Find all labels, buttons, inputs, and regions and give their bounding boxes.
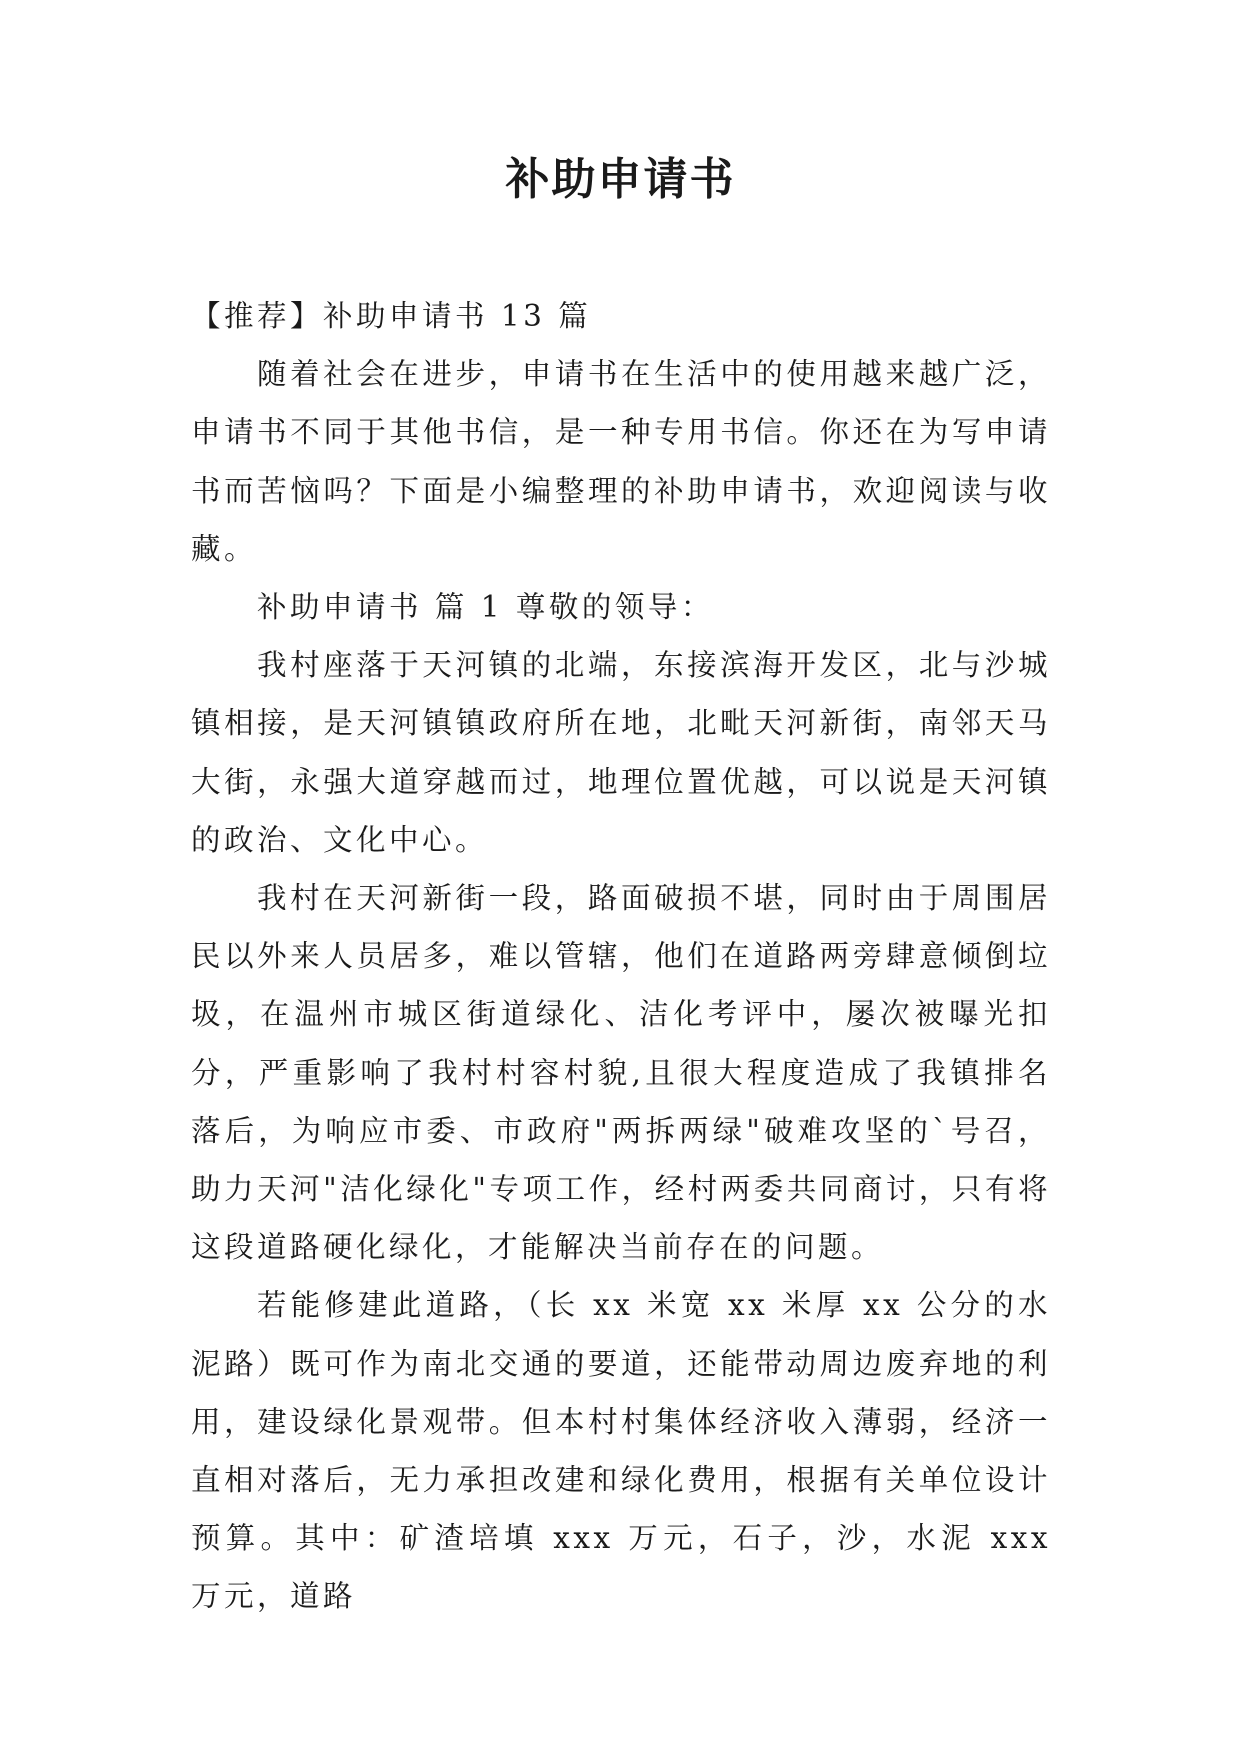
recommend-heading: 【推荐】补助申请书 13 篇 [191, 299, 592, 333]
body-paragraph: 我村座落于天河镇的北端，东接滨海开发区，北与沙城镇相接，是天河镇镇政府所在地，北毗天河新街，南邻天马大街，永强大道穿越而过，地理位置优越，可以说是天河镇的政治、文化中心。 [191, 648, 1051, 857]
body-paragraph: 若能修建此道路，（长 xx 米宽 xx 米厚 xx 公分的水泥路）既可作为南北交通的要道，还能带动周边废弃地的利用，建设绿化景观带。但本村村集体经济收入薄弱，经济一直相对落后，无力承担改建和绿化费用，根据有关单位设计预算。其中：矿渣培填 xxx 万元，石子，沙，水泥 xxx 万元，道路 [191, 1288, 1051, 1614]
document-title: 补助申请书 [505, 154, 736, 205]
document-body [191, 287, 1051, 1626]
intro-paragraph: 随着社会在进步，申请书在生活中的使用越来越广泛，申请书不同于其他书信，是一种专用书信。你还在为写申请书而苦恼吗？下面是小编整理的补助申请书，欢迎阅读与收藏。 [191, 357, 1051, 566]
section-heading-salutation: 补助申请书 篇 1 尊敬的领导： [257, 590, 714, 625]
body-paragraph: 我村在天河新街一段，路面破损不堪，同时由于周围居民以外来人员居多，难以管辖，他们在道路两旁肆意倾倒垃圾，在温州市城区街道绿化、洁化考评中，屡次被曝光扣分，严重影响了我村村容村貌,且很大程度造成了我镇排名落后，为响应市委、市政府"两拆两绿"破难攻坚的`号召，助力天河"洁化绿化"专项工作，经村两委共同商讨，只有将这段道路硬化绿化，才能解决当前存在的问题。 [191, 881, 1051, 1265]
